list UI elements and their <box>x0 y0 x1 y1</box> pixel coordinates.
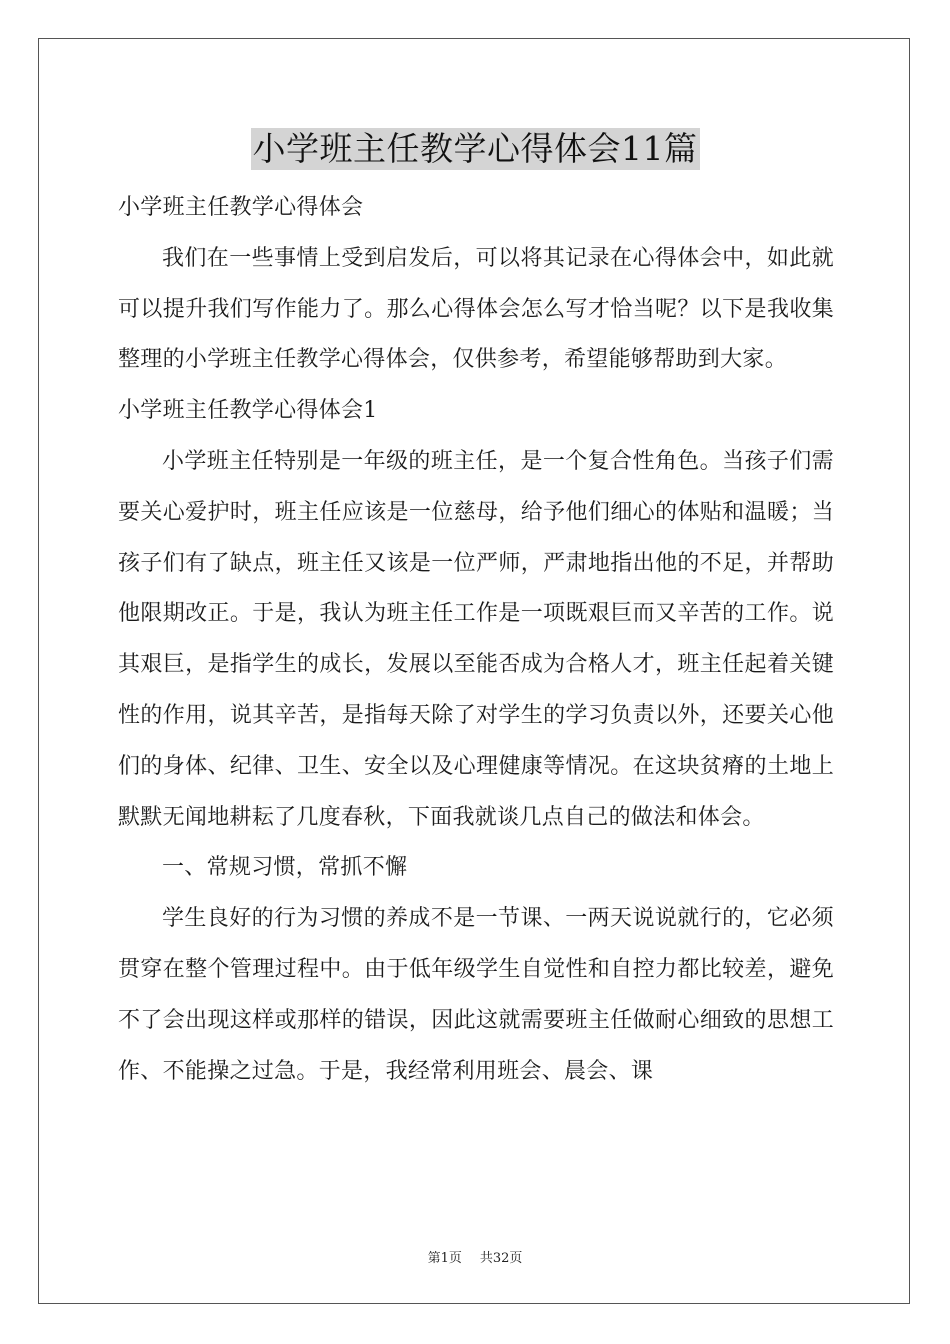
document-title: 小学班主任教学心得体会11篇 <box>252 129 698 168</box>
section-heading: 小学班主任教学心得体会 <box>118 195 364 220</box>
subsection-heading: 一、常规习惯，常抓不懈 <box>162 855 408 881</box>
body-paragraph: 学生良好的行为习惯的养成不是一节课、一两天说说就行的，它必须贯穿在整个管理过程中。由于低年级学生自觉性和自控力都比较差，避免不了会出现这样或那样的错误，因此这就需要班主任做耐心细致的思想工作、不能操之过急。于是，我经常利用班会、晨会、课 <box>118 906 834 1084</box>
document-body <box>118 183 834 1097</box>
intro-paragraph: 我们在一些事情上受到启发后，可以将其记录在心得体会中，如此就可以提升我们写作能力了。那么心得体会怎么写才恰当呢？以下是我收集整理的小学班主任教学心得体会，仅供参考，希望能够帮助到大家。 <box>118 245 834 373</box>
section-heading: 小学班主任教学心得体会1 <box>118 398 378 424</box>
page-footer <box>0 1247 950 1266</box>
body-paragraph: 小学班主任特别是一年级的班主任，是一个复合性角色。当孩子们需要关心爱护时，班主任应该是一位慈母，给予他们细心的体贴和温暖；当孩子们有了缺点，班主任又该是一位严师，严肃地指出他的不足，并帮助他限期改正。于是，我认为班主任工作是一项既艰巨而又辛苦的工作。说其艰巨，是指学生的成长，发展以至能否成为合格人才，班主任起着关键性的作用，说其辛苦，是指每天除了对学生的学习负责以外，还要关心他们的身体、纪律、卫生、安全以及心理健康等情况。在这块贫瘠的土地上默默无闻地耕耘了几度春秋，下面我就谈几点自己的做法和体会。 <box>118 448 834 830</box>
page-total: 共32页 <box>479 1251 523 1266</box>
page-number: 第1页 <box>427 1251 462 1266</box>
title-container <box>0 128 950 170</box>
